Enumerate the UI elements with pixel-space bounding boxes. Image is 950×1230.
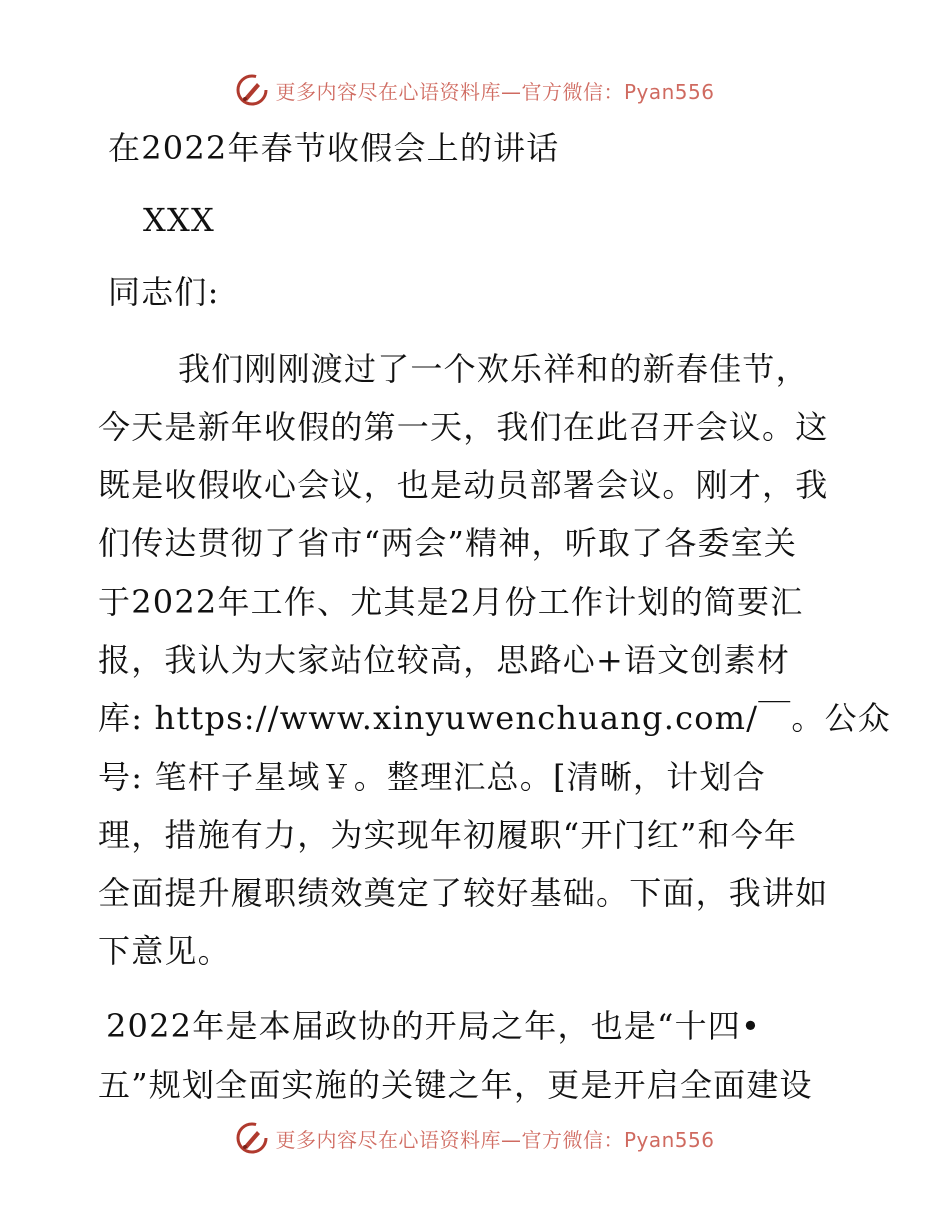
paragraph-line: 们传达贯彻了省市“两会”精神，听取了各委室关	[98, 524, 798, 562]
salutation: 同志们:	[108, 273, 220, 311]
pen-circle-logo-icon	[235, 1121, 269, 1155]
paragraph-line: 下意见。	[98, 932, 231, 970]
watermark-header	[0, 70, 950, 110]
watermark-text: 更多内容尽在心语资料库—官方微信：Pyan556	[275, 79, 715, 104]
paragraph-line: 于2022年工作、尤其是2月份工作计划的简要汇	[98, 583, 804, 621]
paragraph-line: 号: 笔杆子星域￥。整理汇总。[清晰，计划合	[98, 758, 766, 796]
watermark-text: 更多内容尽在心语资料库—官方微信：Pyan556	[275, 1127, 715, 1152]
paragraph-line: 我们刚刚渡过了一个欢乐祥和的新春佳节，	[178, 350, 809, 388]
paragraph-line: 库: https://www.xinyuwenchuang.com/￣。公众	[98, 699, 891, 737]
paragraph-line: 2022年是本届政协的开局之年，也是“十四•	[106, 1007, 762, 1045]
paragraph-line: 今天是新年收假的第一天，我们在此召开会议。这	[98, 408, 829, 446]
paragraph-line: 既是收假收心会议，也是动员部署会议。刚才，我	[98, 466, 829, 504]
paragraph-line: 理，措施有力，为实现年初履职“开门红”和今年	[98, 816, 798, 854]
paragraph-line: 全面提升履职绩效奠定了较好基础。下面，我讲如	[98, 874, 829, 912]
pen-circle-logo-icon	[235, 73, 269, 107]
paragraph-line: 报，我认为大家站位较高，思路心+语文创素材	[98, 641, 791, 679]
document-title: 在2022年春节收假会上的讲话	[108, 129, 560, 167]
document-author: XXX	[143, 201, 215, 239]
paragraph-line: 五”规划全面实施的关键之年，更是开启全面建设	[98, 1066, 813, 1104]
watermark-footer	[0, 1118, 950, 1158]
